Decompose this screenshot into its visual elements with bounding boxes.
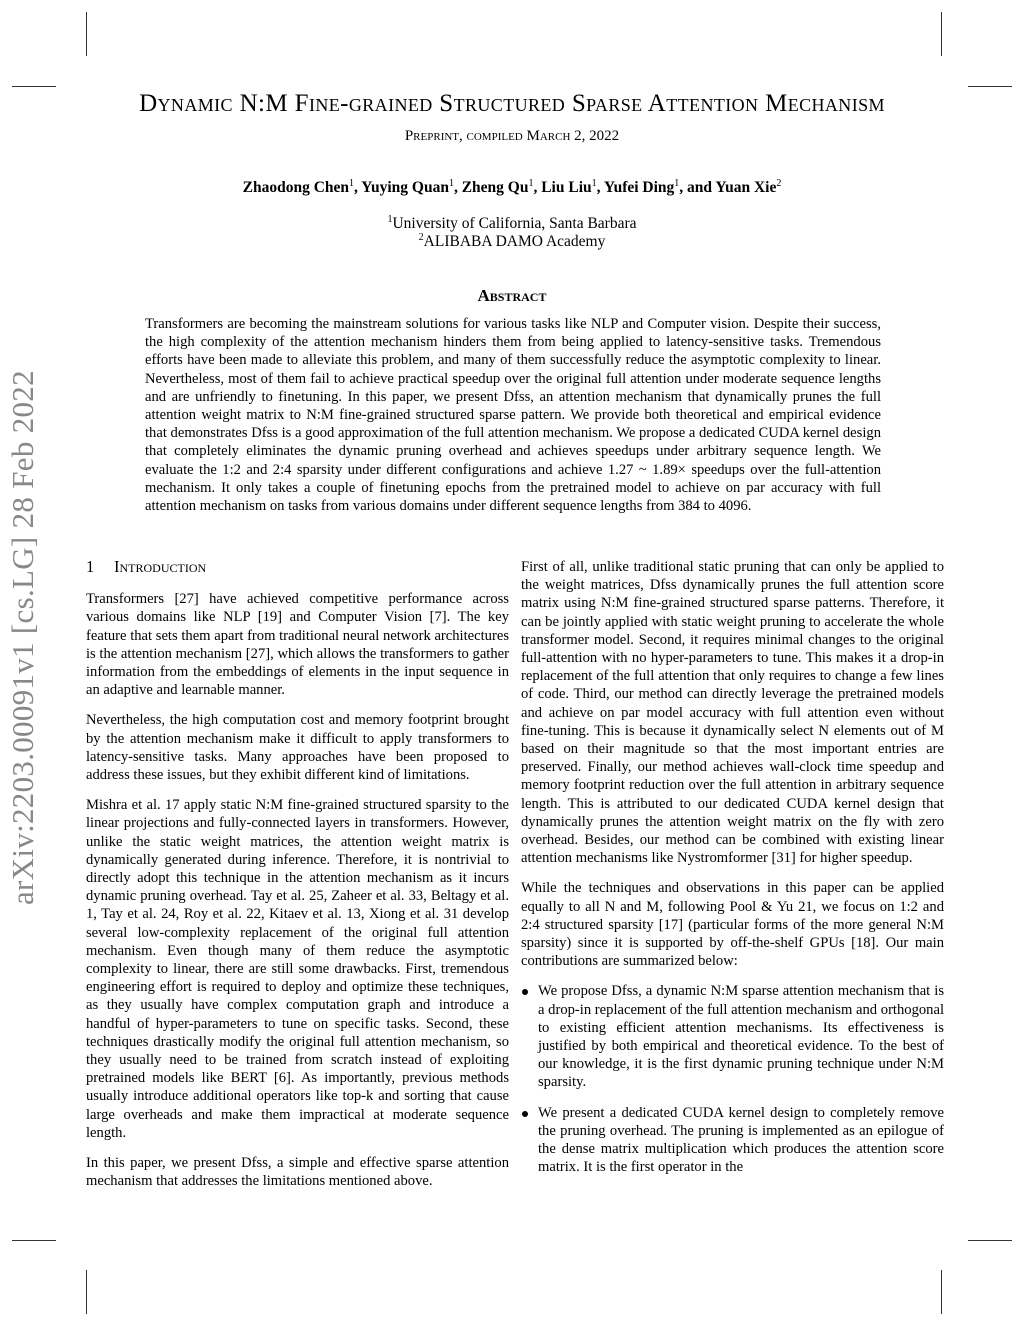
crop-mark — [86, 12, 87, 56]
affiliation-mark: 1 — [387, 214, 393, 225]
author-affiliation-mark: 1 — [528, 178, 534, 189]
author-affiliation-mark: 2 — [776, 178, 782, 189]
paper-title: Dynamic N:M Fine-grained Structured Sparse Attention Mechanism — [139, 90, 885, 117]
author-affiliation-mark: 1 — [448, 178, 454, 189]
author-name: Yuying Quan — [361, 179, 449, 197]
author-list: Zhaodong Chen$^1$, Yuying Quan$^1$, Zheng Qu$^1$, Liu Liu$^1$, Yufei Ding$^1$, and Yuan Xie$^2$ — [242, 178, 782, 197]
list-item: We present a dedicated CUDA kernel design to completely remove the pruning overhead. The pruning is implemented as an epilogue of the dense matrix multiplication which produces the attention score matrix. It is the first operator in the — [521, 1104, 944, 1177]
crop-mark — [12, 1240, 56, 1241]
list-item: We propose Dfss, a dynamic N:M sparse attention mechanism that is a drop-in replacement of the full attention mechanism and orthogonal to existing efficient attention mechanisms. Its effectiveness is justified by both empirical and theoretical evidence. To the best of our knowledge, it is the first dynamic pruning technique under N:M sparsity. — [521, 982, 944, 1091]
affiliation-2 — [0, 232, 1024, 251]
left-column — [86, 558, 509, 1203]
crop-mark — [12, 86, 56, 87]
author-name: Yuan Xie — [715, 179, 777, 197]
paragraph: Mishra et al. 17 apply static N:M fine-grained structured sparsity to the linear projections and fully-connected layers in transformers. However, unlike the static weight matrices, the attention weight matrix is dynamically generated during inference. Therefore, it is nontrivial to directly adopt this technique in the attention mechanism as it incurs dynamic pruning overhead. Tay et al. 25, Zaheer et al. 33, Beltagy et al. 1, Tay et al. 24, Roy et al. 22, Kitaev et al. 13, Xiong et al. 31 develop several low-complexity replacement of the original full attention mechanism. Even though many of them reduce the asymptotic complexity to linear, there are still some drawbacks. First, tremendous engineering effort is required to deploy and optimize these techniques, as they usually have complex computation graph and introduce a handful of hyper-parameters to tune on specific tasks. Second, these techniques drastically modify the original full attention mechanism, so they usually need to be trained from scratch instead of exploiting pretrained models like BERT [6]. As importantly, previous methods usually introduce additional operators like top-k and sorting that cause large overheads and make them impractical at moderate sequence length. — [86, 797, 509, 1141]
paragraph: While the techniques and observations in this paper can be applied equally to all N and M, following Pool & Yu 21, we focus on 1:2 and 2:4 structured sparsity [17] (particular forms of the more general N:M sparsity) since it is supported by off-the-shelf GPUs [18]. Our main contributions are summarized below: — [521, 880, 944, 970]
author-name: Zheng Qu — [461, 179, 529, 197]
affiliation-mark: 2 — [418, 232, 424, 243]
abstract-body: Transformers are becoming the mainstream solutions for various tasks like NLP and Computer vision. Despite their success, the high complexity of the attention mechanism hinders them from being applied to latency-sensitive tasks. Tremendous efforts have been made to alleviate this problem, and many of them successfully reduce the asymptotic complexity to linear. Nevertheless, most of them fail to achieve practical speedup over the original full attention under moderate sequence lengths and are unfriendly to finetuning. In this paper, we present Dfss, an attention mechanism that dynamically prunes the full attention weight matrix to N:M fine-grained structured sparse pattern. We provide both theoretical and empirical evidence that demonstrates Dfss is a good approximation of the full attention mechanism. We propose a dedicated CUDA kernel design that completely eliminates the dynamic pruning overhead and achieves speedups under arbitrary sequence length. We evaluate the 1:2 and 2:4 sparsity under different configurations and achieve 1.27 ~ 1.89× speedups over the full-attention mechanism. It only takes a couple of finetuning epochs from the pretrained model to achieve on par accuracy with full attention mechanism on tasks from various domains under different sequence lengths from 384 to 4096. — [145, 316, 881, 515]
paragraph: Nevertheless, the high computation cost and memory footprint brought by the attention mechanism make it difficult to apply transformers to latency-sensitive tasks. Many approaches have been proposed to address these issues, but they exhibit different kind of limitations. — [86, 712, 509, 784]
contributions-list — [521, 982, 944, 1176]
section-title: Introduction — [114, 557, 207, 576]
author-name: Zhaodong Chen — [242, 179, 350, 197]
section-heading — [86, 558, 509, 576]
crop-mark — [968, 1240, 1012, 1241]
paragraph: In this paper, we present Dfss, a simple and effective sparse attention mechanism that addresses the limitations mentioned above. — [86, 1155, 509, 1190]
affiliation-text: University of California, Santa Barbara — [392, 215, 637, 233]
crop-mark — [86, 1270, 87, 1314]
crop-mark — [941, 1270, 942, 1314]
author-name: Yufei Ding — [603, 179, 675, 197]
affiliation-1 — [0, 214, 1024, 233]
author-affiliation-mark: 1 — [674, 178, 680, 189]
paragraph: Transformers [27] have achieved competitive performance across various domains like NLP [19] and Computer Vision [7]. The key feature that sets them apart from traditional neural network architectures is the attention mechanism [27], which allows the transformers to gather information from the embeddings of elements in the input sequence in an adaptive and learnable manner. — [86, 591, 509, 699]
crop-mark — [941, 12, 942, 56]
section-number: 1 — [86, 557, 95, 576]
author-affiliation-mark: 1 — [591, 178, 597, 189]
arxiv-identifier: arXiv:2203.00091v1 [cs.LG] 28 Feb 2022 — [5, 370, 40, 905]
affiliation-text: ALIBABA DAMO Academy — [423, 233, 606, 251]
right-column — [521, 558, 944, 1189]
paragraph: First of all, unlike traditional static pruning that can only be applied to the weight matrices, Dfss dynamically prunes the full attention score matrix using N:M fine-grained structured sparse patterns. Therefore, it can be jointly applied with static weight pruning to accelerate the whole transformer model. Second, it requires minimal changes to the original full-attention with no hyper-parameters to tune. This makes it a drop-in replacement of the full attention that only requires to change a few lines of code. Third, our method can directly leverage the pretrained models and achieve on par model accuracy with full attention even without fine-tuning. This is because it dynamically select N elements out of M based on their magnitude so that the most important entries are preserved. Finally, our method achieves wall-clock time speedup and memory footprint reduction over the full attention in arbitrary sequence length. This is attributed to our dedicated CUDA kernel design that dynamically prunes the attention weight matrix on the fly with zero overhead. Besides, our method can be combined with existing linear attention mechanisms like Nystromformer [31] for higher speedup. — [521, 559, 944, 867]
crop-mark — [968, 86, 1012, 87]
abstract-heading: Abstract — [477, 286, 547, 305]
author-name: Liu Liu — [541, 179, 592, 197]
paper-subtitle: Preprint, compiled March 2, 2022 — [404, 128, 620, 144]
author-affiliation-mark: 1 — [349, 178, 355, 189]
